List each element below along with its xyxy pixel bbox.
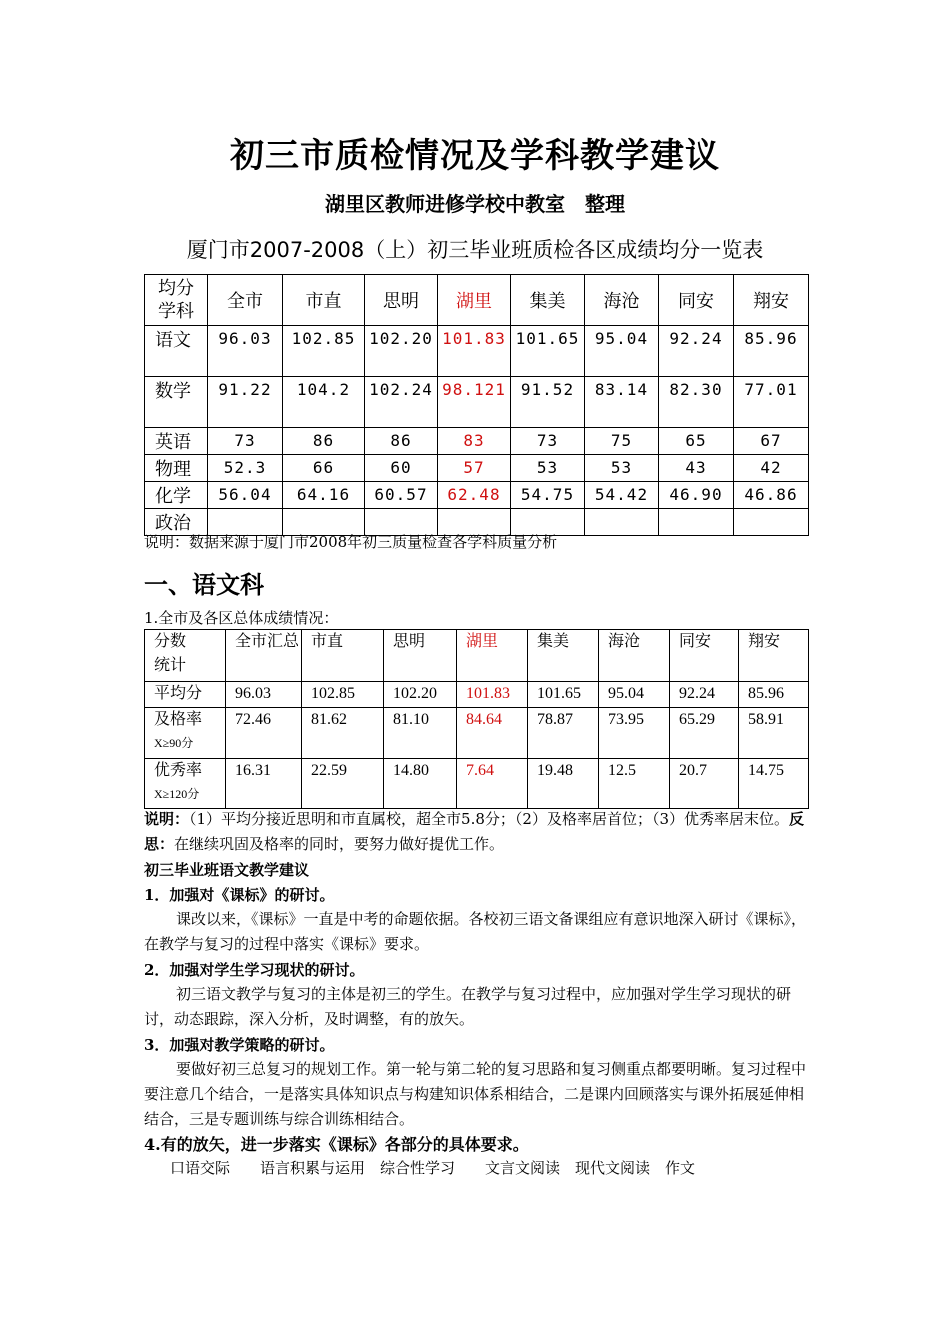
- page-title: 初三市质检情况及学科教学建议: [230, 136, 720, 176]
- table1-cell: 56.04: [208, 482, 283, 509]
- table1-col-header: 思明: [365, 275, 438, 326]
- page-subtitle: 湖里区教师进修学校中教室 整理: [325, 192, 625, 216]
- analysis-note: [144, 807, 808, 857]
- table2-cell: 85.96: [739, 682, 809, 708]
- table1-cell: 52.3: [208, 455, 283, 482]
- table2-cell: 81.10: [384, 708, 457, 759]
- section-heading: 一、语文科: [144, 571, 264, 599]
- table1-cell: 101.65: [511, 326, 585, 377]
- table2-col-header: 市直: [302, 630, 384, 682]
- table2-cell: 72.46: [226, 708, 302, 759]
- table2-corner-bottom: 统计: [154, 657, 187, 674]
- table1-cell: 60: [365, 455, 438, 482]
- table2-cell: 16.31: [226, 759, 302, 809]
- table-row: [145, 377, 809, 428]
- table1-col-header: 市直: [283, 275, 365, 326]
- table1-cell: 53: [585, 455, 659, 482]
- table1-cell: 73: [208, 428, 283, 455]
- table1-corner-bottom: 学科: [158, 301, 194, 322]
- table1-cell: 83.14: [585, 377, 659, 428]
- table1-subject: 政治: [145, 509, 208, 536]
- skill-list: 口语交际 语言积累与运用 综合性学习 文言文阅读 现代文阅读 作文: [170, 1159, 696, 1177]
- table2-cell-highlight: 7.64: [457, 759, 528, 809]
- table2-cell: 73.95: [599, 708, 670, 759]
- table1-cell: 86: [365, 428, 438, 455]
- table2-cell: 96.03: [226, 682, 302, 708]
- table1-cell: 95.04: [585, 326, 659, 377]
- table1-cell: 46.90: [659, 482, 734, 509]
- advice-item-body: 课改以来，《课标》一直是中考的命题依据。各校初三语文备课组应有意识地深入研讨《课标》，在教学与复习的过程中落实《课标》要求。: [144, 910, 807, 953]
- table1-cell: 91.22: [208, 377, 283, 428]
- table1-cell: 54.75: [511, 482, 585, 509]
- table1-caption: 厦门市2007-2008（上）初三毕业班质检各区成绩均分一览表: [186, 238, 764, 262]
- table1-cell: 64.16: [283, 482, 365, 509]
- table1-cell: 102.85: [283, 326, 365, 377]
- table1-col-header: 集美: [511, 275, 585, 326]
- table1-note: 说明：数据来源于厦门市2008年初三质量检查各学科质量分析: [144, 533, 558, 551]
- table2-corner-top: 分数: [154, 633, 187, 650]
- table1-cell: 43: [659, 455, 734, 482]
- table1-cell-highlight: 62.48: [438, 482, 511, 509]
- table1-subject: 数学: [145, 377, 208, 428]
- table2-corner-cell: [145, 630, 226, 682]
- table2-cell: 101.65: [528, 682, 599, 708]
- table2-cell-highlight: 84.64: [457, 708, 528, 759]
- table2-cell: 12.5: [599, 759, 670, 809]
- table1-cell: 75: [585, 428, 659, 455]
- table1-cell-highlight: 83: [438, 428, 511, 455]
- table1-cell: 54.42: [585, 482, 659, 509]
- table1-cell: 92.24: [659, 326, 734, 377]
- table1-col-header: 翔安: [734, 275, 809, 326]
- table2-row-sublabel: X≥90分: [154, 736, 194, 750]
- table1-col-header: 同安: [659, 275, 734, 326]
- table1-cell-highlight: 57: [438, 455, 511, 482]
- table1-subject: 化学: [145, 482, 208, 509]
- table1-cell: [585, 509, 659, 536]
- table2-row-label-cell: [145, 708, 226, 759]
- advice-item-heading: 1．加强对《课标》的研讨。: [144, 886, 335, 904]
- table-row: [145, 326, 809, 377]
- score-average-table: [144, 274, 809, 536]
- table1-cell: 96.03: [208, 326, 283, 377]
- table1-cell: 91.52: [511, 377, 585, 428]
- table2-col-header: 翔安: [739, 630, 809, 682]
- table2-cell: 102.20: [384, 682, 457, 708]
- table1-cell: 102.24: [365, 377, 438, 428]
- table1-cell: 77.01: [734, 377, 809, 428]
- table1-header-row: [145, 275, 809, 326]
- advice-item-heading: 2．加强对学生学习现状的研讨。: [144, 961, 365, 979]
- note-label: 说明：: [144, 810, 190, 828]
- advice-item-body: 初三语文教学与复习的主体是初三的学生。在教学与复习过程中，应加强对学生学习现状的研讨，动态跟踪，深入分析，及时调整，有的放矢。: [144, 985, 792, 1028]
- table1-subject: 英语: [145, 428, 208, 455]
- table2-col-header: 同安: [670, 630, 739, 682]
- table2-col-header: 集美: [528, 630, 599, 682]
- table2-cell: 58.91: [739, 708, 809, 759]
- table1-cell: 82.30: [659, 377, 734, 428]
- table1-cell: 65: [659, 428, 734, 455]
- table2-cell: 20.7: [670, 759, 739, 809]
- table-row: [145, 428, 809, 455]
- table1-cell: 60.57: [365, 482, 438, 509]
- table2-col-header: 全市汇总: [226, 630, 302, 682]
- table1-cell: 104.2: [283, 377, 365, 428]
- table1-cell: 86: [283, 428, 365, 455]
- table2-row-label-cell: [145, 759, 226, 809]
- table2-cell: 14.80: [384, 759, 457, 809]
- table1-corner-top: 均分: [158, 278, 194, 299]
- table1-cell: 53: [511, 455, 585, 482]
- table-row: [145, 682, 809, 708]
- table1-cell: [734, 509, 809, 536]
- table1-cell: [659, 509, 734, 536]
- reflect-text: 在继续巩固及格率的同时，要努力做好提优工作。: [174, 835, 505, 853]
- advice-item-body: 要做好初三总复习的规划工作。第一轮与第二轮的复习思路和复习侧重点都要明晰。复习过程中要注意几个结合，一是落实具体知识点与构建知识体系相结合，二是课内回顾落实与课外拓展延伸相结合，三是专题训练与综合训练相结合。: [144, 1060, 807, 1128]
- table2-row-label: 平均分: [145, 682, 226, 708]
- table-row: [145, 455, 809, 482]
- table1-col-header-highlight: 湖里: [438, 275, 511, 326]
- table1-subject: 物理: [145, 455, 208, 482]
- table2-col-header-highlight: 湖里: [457, 630, 528, 682]
- table2-cell: 22.59: [302, 759, 384, 809]
- advice-item-heading: 3．加强对教学策略的研讨。: [144, 1036, 335, 1054]
- section-intro: 1.全市及各区总体成绩情况：: [144, 609, 339, 627]
- table2-cell-highlight: 101.83: [457, 682, 528, 708]
- table2-cell: 92.24: [670, 682, 739, 708]
- table1-cell: 85.96: [734, 326, 809, 377]
- table2-row-sublabel: X≥120分: [154, 787, 200, 801]
- table1-cell: 46.86: [734, 482, 809, 509]
- table1-cell: 102.20: [365, 326, 438, 377]
- table1-cell: 67: [734, 428, 809, 455]
- table2-cell: 81.62: [302, 708, 384, 759]
- table2-row-label: 及格率: [154, 711, 203, 728]
- table2-col-header: 海沧: [599, 630, 670, 682]
- table2-cell: 19.48: [528, 759, 599, 809]
- table-row: [145, 708, 809, 759]
- table1-cell: 66: [283, 455, 365, 482]
- advice-item-heading: 4.有的放矢，进一步落实《课标》各部分的具体要求。: [144, 1135, 529, 1154]
- table2-cell: 14.75: [739, 759, 809, 809]
- table1-subject: 语文: [145, 326, 208, 377]
- table2-cell: 65.29: [670, 708, 739, 759]
- table1-col-header: 海沧: [585, 275, 659, 326]
- table2-header-row: [145, 630, 809, 682]
- table1-col-header: 全市: [208, 275, 283, 326]
- table2-cell: 78.87: [528, 708, 599, 759]
- table-row: [145, 759, 809, 809]
- table1-cell-highlight: 98.121: [438, 377, 511, 428]
- table2-cell: 95.04: [599, 682, 670, 708]
- table2-cell: 102.85: [302, 682, 384, 708]
- table1-cell: 42: [734, 455, 809, 482]
- table2-col-header: 思明: [384, 630, 457, 682]
- table1-cell-highlight: 101.83: [438, 326, 511, 377]
- table2-row-label: 优秀率: [154, 762, 203, 779]
- note-text: （1）平均分接近思明和市直属校，超全市5.8分；（2）及格率居首位；（3）优秀率居末位。: [189, 810, 790, 828]
- advice-title: 初三毕业班语文教学建议: [144, 861, 310, 879]
- table-row: [145, 482, 809, 509]
- reflect-label: 反思：: [144, 810, 805, 853]
- table1-cell: 73: [511, 428, 585, 455]
- table1-corner-cell: [145, 275, 208, 326]
- chinese-score-table: [144, 629, 809, 809]
